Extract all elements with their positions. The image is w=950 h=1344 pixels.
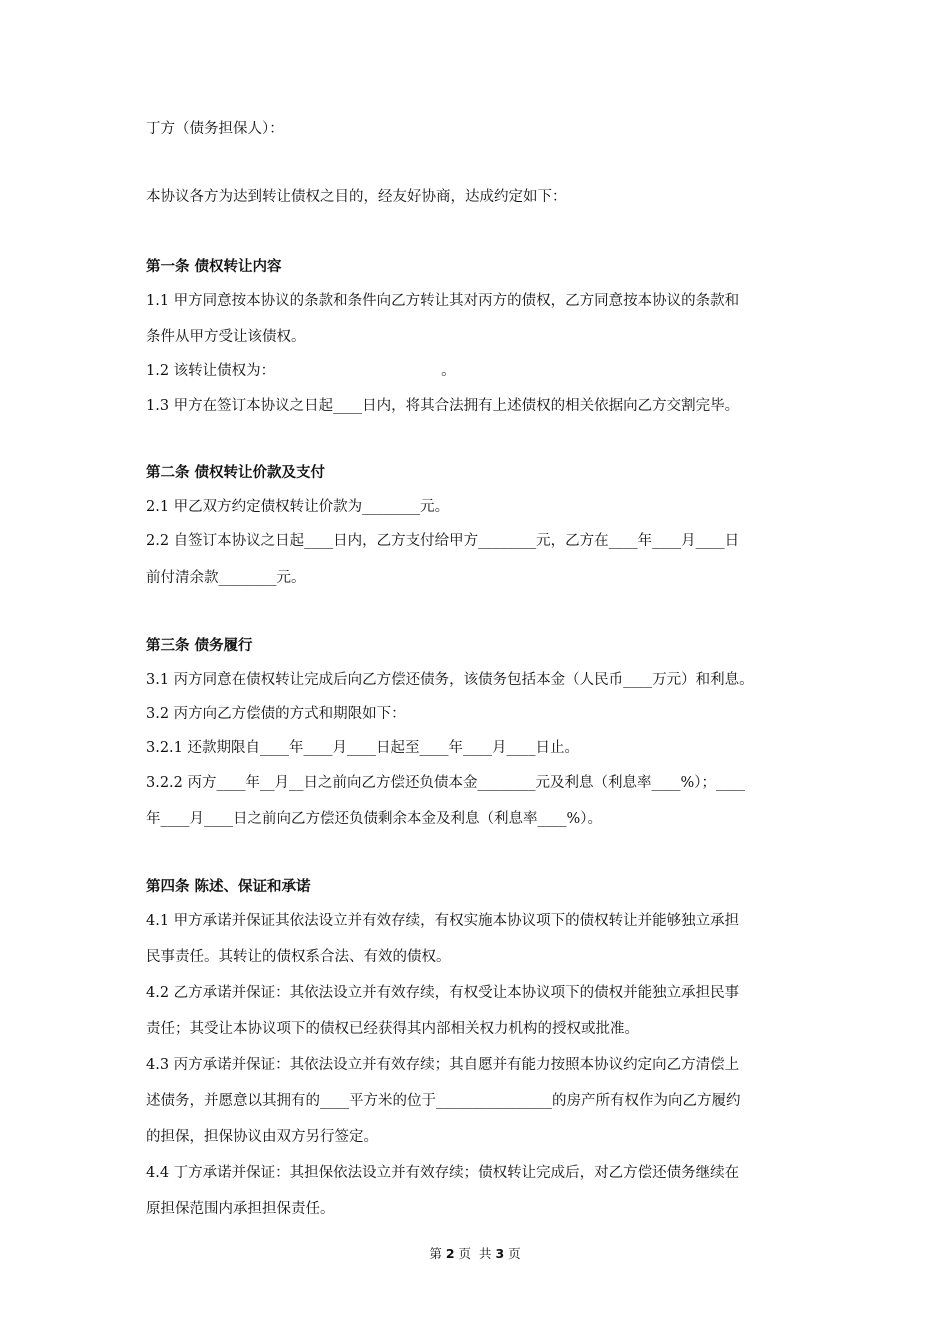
- current-page-number: 2: [445, 1246, 455, 1261]
- article-4-line: 述债务，并愿意以其拥有的____平方米的位于________________的房产所有权作为向乙方履约: [146, 1093, 741, 1109]
- total-page-number: 3: [495, 1246, 505, 1261]
- page-footer: [0, 1245, 950, 1263]
- article-4-line: 的担保，担保协议由双方另行签定。: [146, 1129, 378, 1145]
- article-3-line: 3.2.1 还款期限自____年____月____日起至____年____月____日止。: [146, 740, 580, 756]
- article-2-line: 2.2 自签订本协议之日起____日内，乙方支付给甲方________元，乙方在____年____月____日: [146, 533, 740, 549]
- article-4-line: 4.1 甲方承诺并保证其依法设立并有效存续，有权实施本协议项下的债权转让并能够独立承担: [146, 913, 740, 929]
- article-3-line: 3.2.2 丙方____年__月__日之前向乙方偿还负债本金________元及利息（利息率____%）；____: [146, 775, 746, 791]
- article-4-line: 4.3 丙方承诺并保证：其依法设立并有效存续；其自愿并有能力按照本协议约定向乙方清偿上: [146, 1057, 740, 1073]
- article-3-line: 3.2 丙方向乙方偿债的方式和期限如下：: [146, 706, 406, 722]
- article-1-heading: 第一条 债权转让内容: [146, 258, 282, 275]
- article-1-line: 1.2 该转让债权为： 。: [146, 363, 456, 379]
- article-2-heading: 第二条 债权转让价款及支付: [146, 464, 326, 481]
- article-3-line: 3.1 丙方同意在债权转让完成后向乙方偿还债务，该债务包括本金（人民币____万元）和利息。: [146, 672, 754, 688]
- article-2-line: 2.1 甲乙双方约定债权转让价款为________元。: [146, 499, 450, 515]
- party-d-line: 丁方（债务担保人）：: [146, 121, 284, 137]
- article-1-line: 1.1 甲方同意按本协议的条款和条件向乙方转让其对丙方的债权，乙方同意按本协议的条款和: [146, 293, 740, 309]
- article-1-line: 1.3 甲方在签订本协议之日起____日内，将其合法拥有上述债权的相关依据向乙方交割完毕。: [146, 398, 740, 414]
- footer-prefix: 第: [429, 1246, 446, 1261]
- article-2-line: 前付清余款________元。: [146, 570, 306, 586]
- article-4-heading: 第四条 陈述、保证和承诺: [146, 878, 311, 895]
- article-4-line: 4.2 乙方承诺并保证：其依法设立并有效存续，有权受让本协议项下的债权并能独立承担民事: [146, 985, 740, 1001]
- footer-suffix: 页: [504, 1246, 521, 1261]
- article-4-line: 责任；其受让本协议项下的债权已经获得其内部相关权力机构的授权或批准。: [146, 1021, 639, 1037]
- article-3-heading: 第三条 债务履行: [146, 637, 253, 654]
- article-4-line: 民事责任。其转让的债权系合法、有效的债权。: [146, 949, 451, 965]
- footer-middle: 页 共: [454, 1246, 496, 1261]
- article-4-line: 原担保范围内承担担保责任。: [146, 1201, 335, 1217]
- intro-paragraph: 本协议各方为达到转让债权之目的，经友好协商，达成约定如下：: [146, 189, 567, 205]
- article-3-line: 年____月____日之前向乙方偿还负债剩余本金及利息（利息率____%）。: [146, 811, 603, 827]
- article-1-line: 条件从甲方受让该债权。: [146, 329, 306, 345]
- article-4-line: 4.4 丁方承诺并保证：其担保依法设立并有效存续；债权转让完成后，对乙方偿还债务继续在: [146, 1165, 740, 1181]
